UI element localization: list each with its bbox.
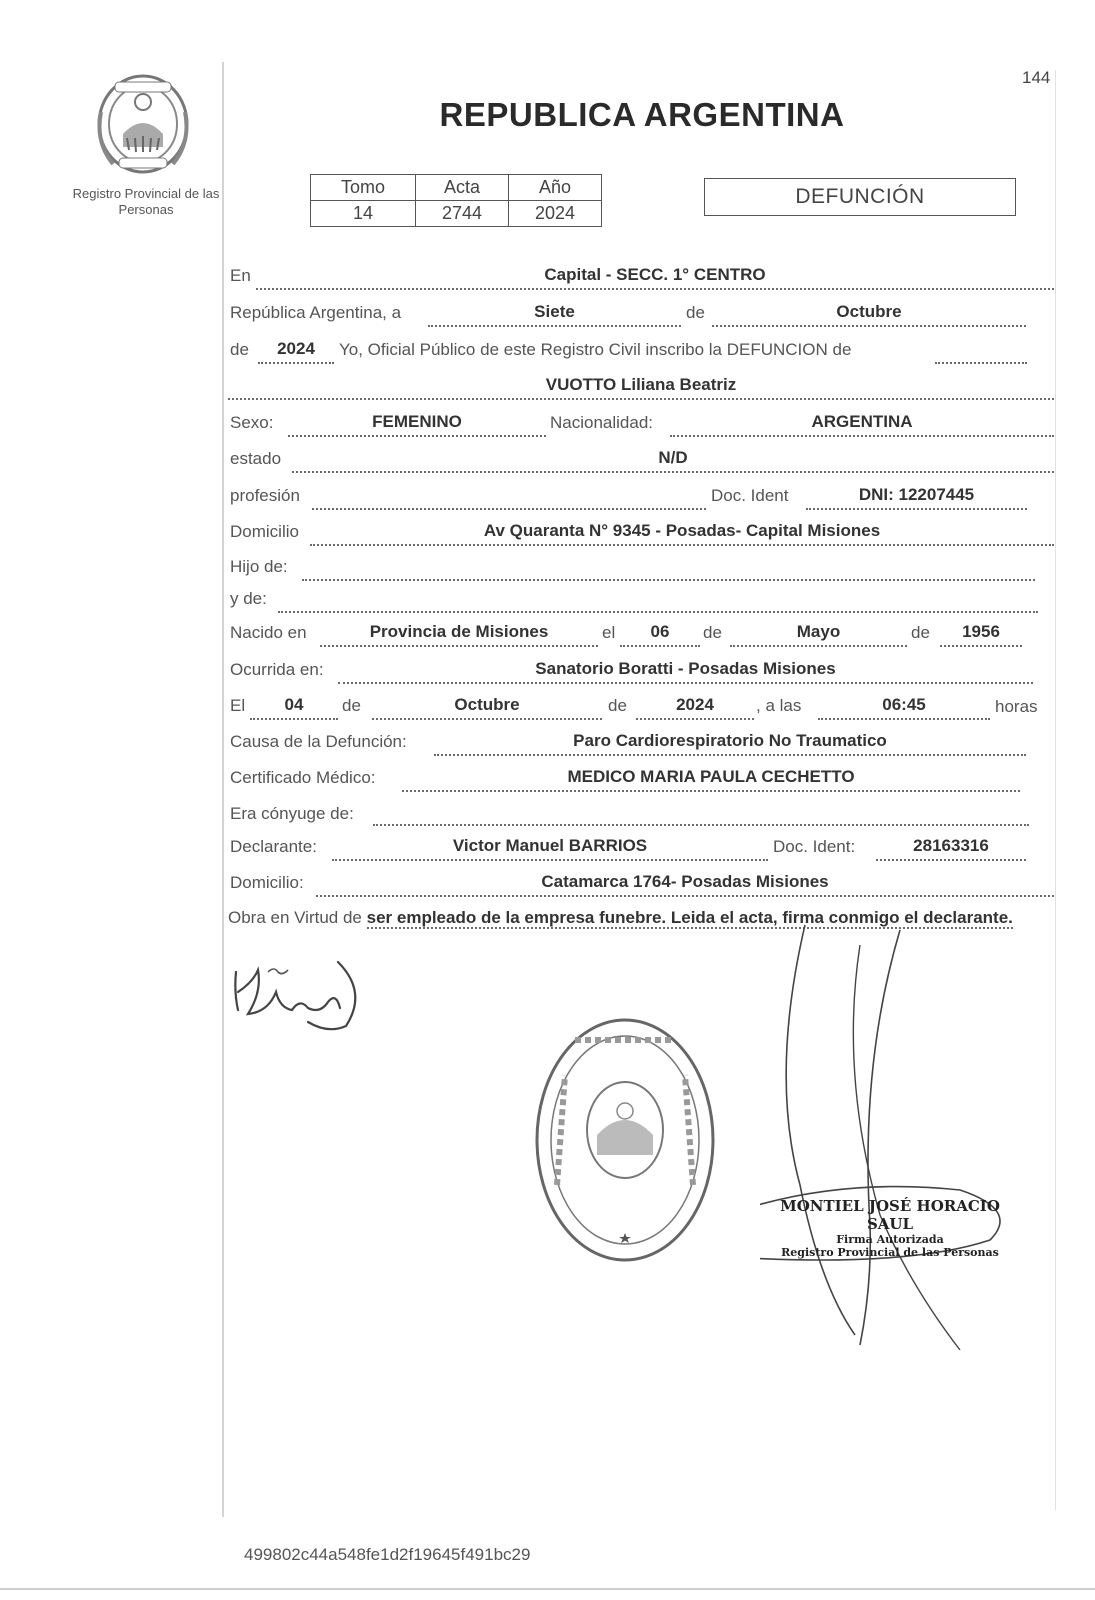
label-horas: horas bbox=[995, 697, 1038, 716]
stamp-role: Firma Autorizada bbox=[836, 1233, 944, 1246]
label-de: de bbox=[230, 340, 249, 359]
anio-value: 2024 bbox=[509, 201, 602, 227]
dotted-line bbox=[278, 611, 1038, 613]
label-hijo-de: Hijo de: bbox=[230, 557, 288, 576]
label-en: En bbox=[230, 266, 251, 285]
label-republica: República Argentina, a bbox=[230, 303, 402, 322]
address-value: Av Quaranta N° 9345 - Posadas- Capital Misiones bbox=[483, 521, 881, 540]
dotted-line bbox=[712, 325, 1026, 327]
dotted-line bbox=[434, 754, 1026, 756]
label-y-de: y de: bbox=[230, 589, 267, 608]
bottom-edge-line bbox=[0, 1588, 1095, 1590]
label-de: de bbox=[703, 623, 722, 642]
dotted-line bbox=[292, 471, 1054, 473]
label-nacionalidad: Nacionalidad: bbox=[550, 413, 654, 432]
label-obra-en-virtud: Obra en Virtud de bbox=[228, 908, 362, 927]
label-domicilio-declarante: Domicilio: bbox=[230, 873, 304, 892]
cause-of-death-value: Paro Cardiorespiratorio No Traumatico bbox=[573, 731, 887, 750]
record-type-box: DEFUNCIÓN bbox=[704, 178, 1016, 216]
anio-header: Año bbox=[509, 175, 602, 201]
declarant-doc-value: 28163316 bbox=[913, 836, 989, 855]
acta-header: Acta bbox=[416, 175, 509, 201]
dotted-line bbox=[935, 362, 1027, 364]
year-value: 2024 bbox=[277, 339, 315, 358]
document-hash: 499802c44a548fe1d2f19645f491bc29 bbox=[244, 1545, 531, 1564]
dotted-line bbox=[402, 790, 1020, 792]
label-de: de bbox=[608, 696, 627, 715]
declarant-name-value: Victor Manuel BARRIOS bbox=[452, 836, 648, 855]
dotted-line bbox=[670, 435, 1054, 437]
page-title: REPUBLICA ARGENTINA bbox=[439, 96, 845, 133]
month-value: Octubre bbox=[836, 302, 902, 321]
label-conyuge: Era cónyuge de: bbox=[230, 804, 354, 823]
dotted-line bbox=[806, 508, 1027, 510]
authorized-signature-stamp bbox=[760, 1197, 1020, 1259]
label-a-las: , a las bbox=[756, 696, 802, 715]
label-certificado: Certificado Médico: bbox=[230, 768, 376, 787]
label-el-fecha: El bbox=[230, 696, 246, 715]
label-profesion: profesión bbox=[230, 486, 300, 505]
dotted-line bbox=[256, 288, 1054, 290]
stamp-org: Registro Provincial de las Personas bbox=[781, 1246, 999, 1259]
dotted-line bbox=[228, 398, 1054, 400]
label-doc-ident-declarante: Doc. Ident: bbox=[773, 837, 856, 856]
death-year-value: 2024 bbox=[676, 695, 714, 714]
label-declarante: Declarante: bbox=[230, 837, 317, 856]
death-time-value: 06:45 bbox=[882, 695, 926, 714]
death-month-value: Octubre bbox=[454, 695, 520, 714]
dotted-line bbox=[940, 645, 1022, 647]
label-el: el bbox=[602, 623, 616, 642]
official-signature bbox=[760, 925, 1060, 1365]
place-value: Capital - SECC. 1° CENTRO bbox=[544, 265, 766, 284]
obra-en-virtud-value: ser empleado de la empresa funebre. Leida el acta, firma conmigo el declarante. bbox=[366, 908, 1013, 927]
tomo-header: Tomo bbox=[311, 175, 416, 201]
label-causa: Causa de la Defunción: bbox=[230, 732, 407, 751]
birthplace-value: Provincia de Misiones bbox=[369, 622, 549, 641]
dotted-line bbox=[302, 579, 1035, 581]
birth-year-value: 1956 bbox=[962, 622, 1000, 641]
province-coat-of-arms-logo bbox=[93, 72, 193, 176]
label-nacido-en: Nacido en bbox=[230, 623, 307, 642]
label-de: de bbox=[342, 696, 361, 715]
dotted-line bbox=[312, 508, 706, 510]
dotted-line bbox=[636, 718, 754, 720]
dotted-line bbox=[316, 895, 1054, 897]
label-domicilio: Domicilio bbox=[230, 522, 299, 541]
dotted-line bbox=[310, 544, 1054, 546]
label-estado: estado bbox=[230, 449, 282, 468]
dotted-line bbox=[620, 645, 700, 647]
dotted-line bbox=[258, 362, 334, 364]
dotted-line bbox=[373, 824, 1029, 826]
label-doc-ident: Doc. Ident bbox=[711, 486, 789, 505]
declarant-address-value: Catamarca 1764- Posadas Misiones bbox=[541, 872, 829, 891]
label-de: de bbox=[911, 623, 930, 642]
deceased-name-value: VUOTTO Liliana Beatriz bbox=[545, 375, 737, 394]
label-oficial-statement: Yo, Oficial Público de este Registro Civil inscribo la DEFUNCION de bbox=[339, 340, 852, 359]
death-place-value: Sanatorio Boratti - Posadas Misiones bbox=[535, 659, 836, 678]
sex-value: FEMENINO bbox=[372, 412, 462, 431]
label-sexo: Sexo: bbox=[230, 413, 274, 432]
dotted-line bbox=[320, 645, 598, 647]
tomo-value: 14 bbox=[311, 201, 416, 227]
stamp-name: MONTIEL JOSÉ HORACIO SAUL bbox=[780, 1197, 1000, 1233]
document-value: DNI: 12207445 bbox=[858, 485, 975, 504]
acta-value: 2744 bbox=[416, 201, 509, 227]
registry-seal-stamp bbox=[535, 1015, 715, 1265]
day-words-value: Siete bbox=[534, 302, 575, 321]
dotted-line bbox=[288, 435, 546, 437]
birth-month-value: Mayo bbox=[796, 622, 841, 641]
label-de: de bbox=[686, 303, 705, 322]
medical-certificate-value: MEDICO MARIA PAULA CECHETTO bbox=[567, 767, 855, 786]
dotted-line bbox=[332, 859, 768, 861]
left-margin-line bbox=[222, 62, 224, 1517]
dotted-line bbox=[338, 682, 1033, 684]
nationality-value: ARGENTINA bbox=[811, 412, 913, 431]
dotted-line bbox=[250, 718, 338, 720]
registry-number-table bbox=[310, 174, 602, 227]
label-ocurrida-en: Ocurrida en: bbox=[230, 660, 324, 679]
registry-org-name: Registro Provincial de las Personas bbox=[72, 186, 220, 217]
page-number: 144 bbox=[1022, 68, 1051, 87]
birth-day-value: 06 bbox=[650, 622, 670, 641]
dotted-line bbox=[818, 718, 990, 720]
civil-status-value: N/D bbox=[658, 448, 688, 467]
dotted-line bbox=[372, 718, 602, 720]
dotted-line bbox=[428, 325, 681, 327]
dotted-line bbox=[730, 645, 907, 647]
declarant-signature bbox=[228, 952, 363, 1037]
death-day-value: 04 bbox=[284, 695, 304, 714]
dotted-line bbox=[876, 859, 1026, 861]
